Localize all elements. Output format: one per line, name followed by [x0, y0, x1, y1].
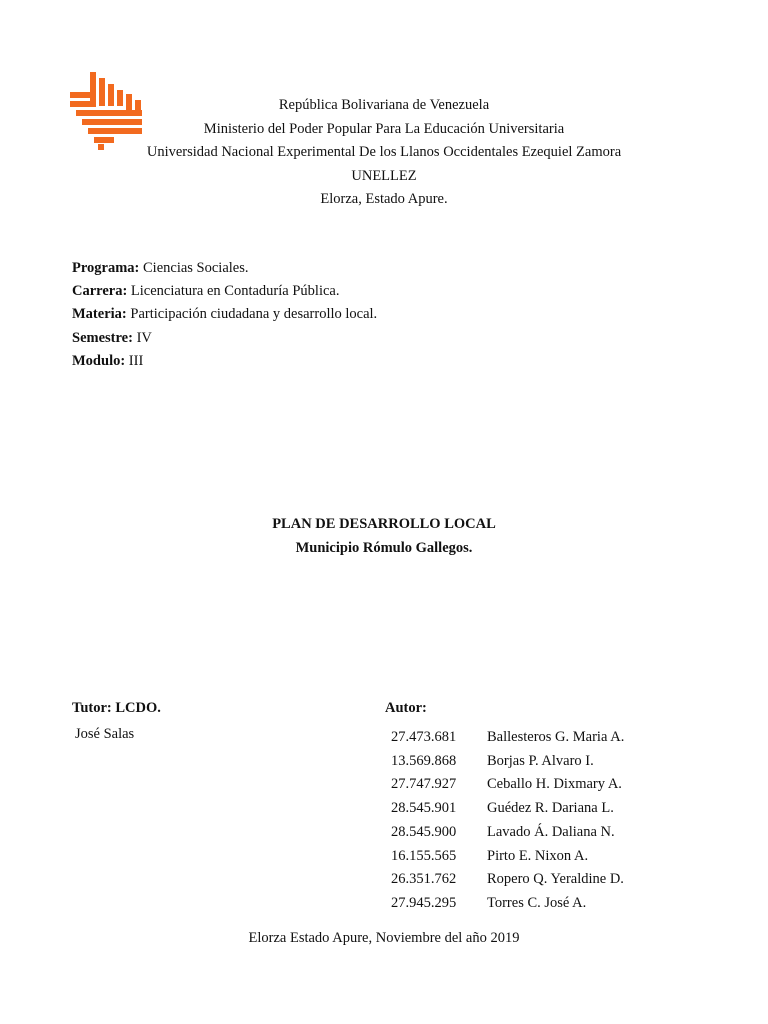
author-name: Ceballo H. Dixmary A.: [487, 776, 622, 793]
footer-date-location: Elorza Estado Apure, Noviembre del año 2019: [248, 930, 520, 946]
author-name: Torres C. José A.: [487, 894, 587, 911]
author-name: Guédez R. Dariana L.: [487, 800, 614, 817]
author-name: Pirto E. Nixon A.: [487, 847, 589, 864]
info-carrera: [72, 280, 377, 303]
info-label: Programa:: [72, 260, 140, 276]
author-id: 13.569.868: [391, 752, 457, 769]
info-label: Materia:: [72, 306, 127, 323]
author-id: 27.747.927: [391, 776, 457, 793]
info-value: Licenciatura en Contaduría Pública.: [127, 283, 340, 300]
header-line-university: Universidad Nacional Experimental De los Llanos Occidentales Ezequiel Zamora: [146, 144, 622, 160]
header-line-location: Elorza, Estado Apure.: [320, 191, 448, 207]
info-materia: [72, 303, 377, 326]
tutor-label: Tutor: LCDO.: [72, 700, 161, 716]
list-item: [391, 892, 624, 916]
list-item: [391, 773, 624, 797]
author-name: Borjas P. Alvaro I.: [487, 752, 594, 769]
author-id: 28.545.901: [391, 800, 457, 817]
autor-label: Autor:: [385, 700, 427, 716]
header-line-acronym: UNELLEZ: [351, 167, 417, 184]
info-label: Modulo:: [72, 352, 126, 369]
info-value: IV: [132, 329, 152, 346]
institution-header: [0, 94, 768, 212]
info-label: Carrera:: [72, 283, 128, 300]
info-modulo: [72, 350, 377, 373]
info-value: III: [125, 352, 144, 369]
author-id: 16.155.565: [391, 847, 457, 864]
author-name: Ballesteros G. Maria A.: [487, 729, 625, 745]
info-value: Ciencias Sociales.: [139, 260, 249, 276]
document-title: [0, 513, 768, 560]
list-item: [391, 750, 624, 774]
info-semestre: [72, 327, 377, 350]
title-main: PLAN DE DESARROLLO LOCAL: [272, 516, 496, 532]
course-info: [72, 257, 377, 373]
author-id: 26.351.762: [391, 871, 457, 888]
author-name: Ropero Q. Yeraldine D.: [487, 871, 624, 888]
header-line-ministry: Ministerio del Poder Popular Para La Educación Universitaria: [203, 120, 565, 137]
list-item: [391, 845, 624, 869]
info-label: Semestre:: [72, 329, 133, 346]
list-item: [391, 726, 624, 750]
info-programa: [72, 257, 377, 280]
tutor-name: José Salas: [75, 726, 135, 742]
info-value: Participación ciudadana y desarrollo local.: [126, 306, 378, 323]
header-line-country: República Bolivariana de Venezuela: [278, 97, 490, 113]
list-item: [391, 797, 624, 821]
author-id: 28.545.900: [391, 823, 457, 840]
author-name: Lavado Á. Daliana N.: [487, 823, 615, 840]
author-list: [391, 726, 624, 916]
list-item: [391, 821, 624, 845]
title-sub: Municipio Rómulo Gallegos.: [295, 539, 473, 556]
list-item: [391, 868, 624, 892]
author-id: 27.945.295: [391, 894, 457, 911]
author-id: 27.473.681: [391, 729, 457, 745]
